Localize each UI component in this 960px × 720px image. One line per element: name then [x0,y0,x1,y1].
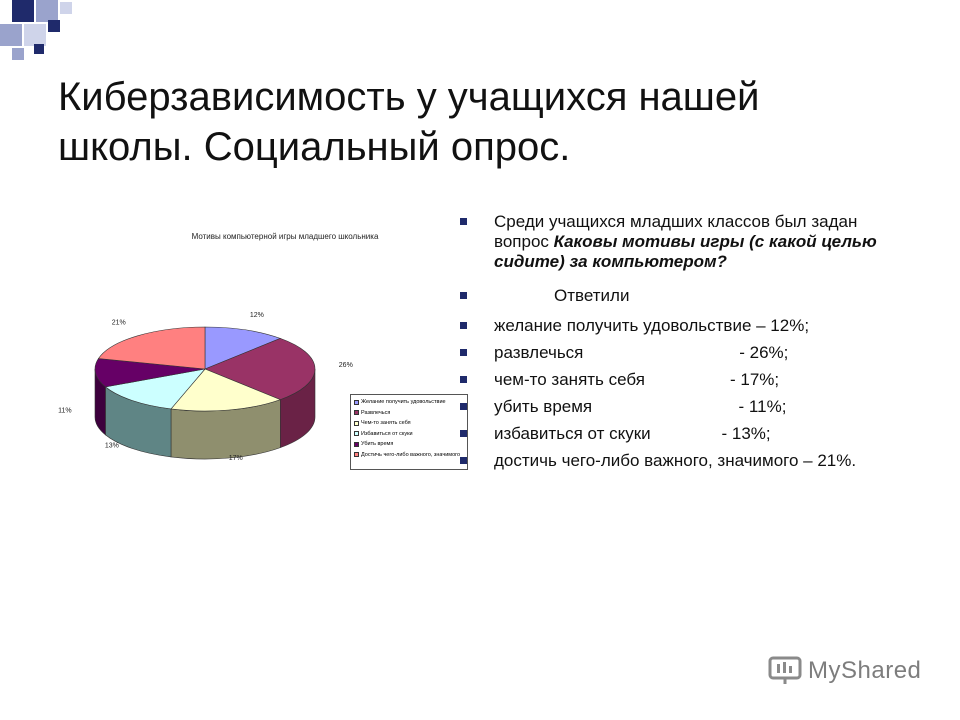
answered-text: Ответили [554,286,630,305]
data-label: 21% [111,319,126,327]
bullet-icon [460,457,467,464]
data-label: 17% [228,454,243,462]
question-text: Среди учащихся младших классов был задан вопрос [494,212,858,251]
bullet-icon [460,349,467,356]
slide-title-line-2: школы. Социальный опрос. [58,125,571,169]
legend-swatch [354,452,359,457]
bullet-icon [460,376,467,383]
legend-label: Избавиться от скуки [361,430,413,437]
legend-swatch [354,442,359,447]
answer-text: избавиться от скуки - 13%; [494,424,771,443]
list-item [458,424,878,444]
list-item-question [458,212,878,272]
myshared-logo [768,656,921,686]
list-item [458,343,878,363]
watermark-text: MyShared [808,657,922,684]
legend-label: Убить время [361,441,394,448]
bullet-icon [460,403,467,410]
pie-chart-svg [60,222,360,532]
list-item [458,316,878,336]
legend-label: Чем-то занять себя [361,420,411,427]
slide-title-line-1: Киберзависимость у учащихся нашей [58,75,760,119]
legend-entry [354,408,464,419]
legend-entry [354,418,464,429]
answer-text: желание получить удовольствие – 12%; [494,316,810,335]
data-label: 13% [104,442,119,450]
legend-swatch [354,431,359,436]
bullet-icon [460,322,467,329]
data-label: 11% [58,407,72,415]
presentation-icon [768,656,802,686]
answer-text: развлечься - 26%; [494,343,789,362]
bullet-icon [460,218,467,225]
legend-entry [354,429,464,440]
chart-title: Мотивы компьютерной игры младшего школьника [191,232,379,241]
legend-swatch [354,400,359,405]
legend-label: Достичь чего-либо важного, значимого [361,451,461,458]
bullet-icon [460,292,467,299]
list-item [458,451,878,471]
list-item [458,370,878,390]
answer-text: достичь чего-либо важного, значимого – 21%. [494,451,857,470]
legend-swatch [354,410,359,415]
legend-label: Развлечься [361,409,391,416]
legend-entry [354,450,464,461]
legend-entry [354,439,464,450]
bullet-list [458,212,878,471]
list-item-answered [458,286,878,306]
answer-text: убить время - 11%; [494,397,787,416]
legend-entry [354,397,464,408]
answer-text: чем-то занять себя - 17%; [494,370,780,389]
data-label: 26% [338,362,353,369]
data-label: 12% [249,312,264,320]
list-item [458,397,878,417]
legend-swatch [354,421,359,426]
question-emphasis: Каковы мотивы игры (с какой целью сидите) за компьютером? [494,232,877,271]
chart-legend [350,394,468,470]
pie-chart [60,222,480,532]
slide-title [58,72,878,172]
legend-label: Желание получить удовольствие [361,399,446,406]
bullet-icon [460,430,467,437]
